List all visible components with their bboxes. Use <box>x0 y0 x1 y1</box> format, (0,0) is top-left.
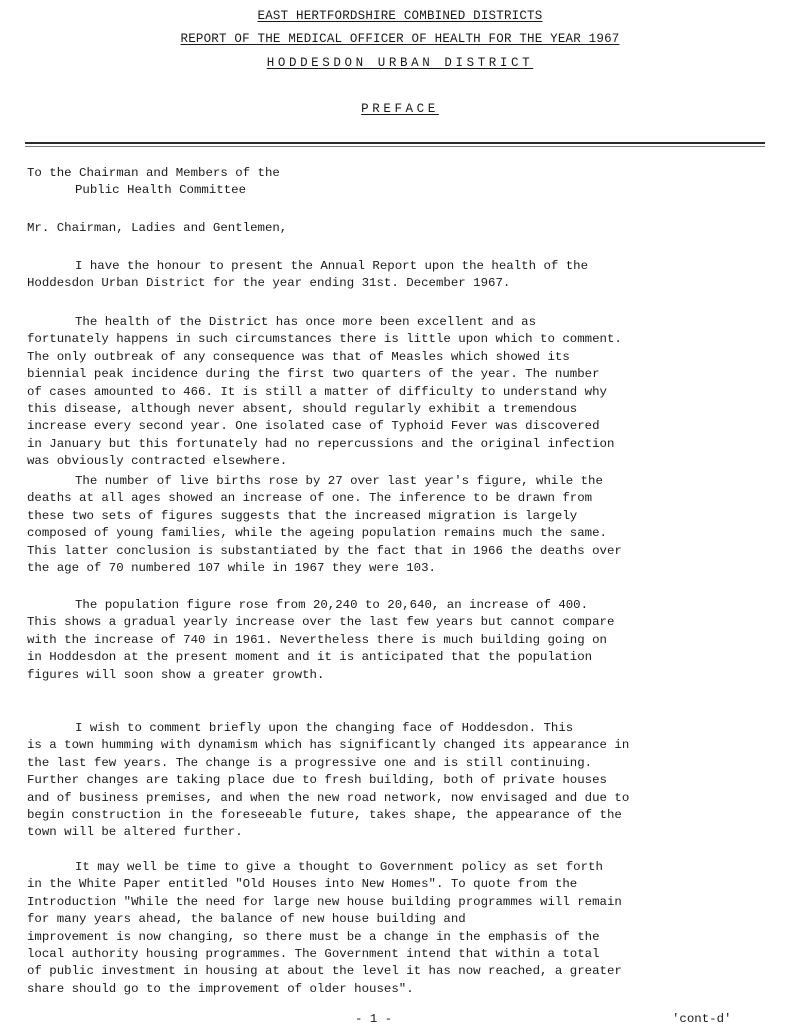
paragraph-line: this disease, although never absent, should regularly exhibit a tremendous <box>27 402 578 417</box>
council-heading: EAST HERTFORDSHIRE COMBINED DISTRICTS <box>257 9 543 23</box>
paragraph-line: I have the honour to present the Annual Report upon the health of the <box>75 259 589 273</box>
paragraph-line: Hoddesdon Urban District for the year ending 31st. December 1967. <box>27 276 511 291</box>
salutation: Mr. Chairman, Ladies and Gentlemen, <box>27 221 288 235</box>
paragraph-line: composed of young families, while the ageing population remains much the same. <box>27 526 607 541</box>
paragraph-5 <box>27 720 773 842</box>
paragraph-line: biennial peak incidence during the first two quarters of the year. The number <box>27 367 600 382</box>
paragraph-line: of public investment in housing at about the level it has now reached, a greater <box>27 964 622 979</box>
paragraph-line: begin construction in the foreseeable future, takes shape, the appearance of the <box>27 808 622 823</box>
paragraph-line: The number of live births rose by 27 over last year's figure, while the <box>75 474 603 488</box>
addressee-line-1: To the Chairman and Members of the <box>27 166 280 180</box>
paragraph-line: figures will soon show a greater growth. <box>27 667 325 682</box>
paragraph-line: for many years ahead, the balance of new house building and <box>27 912 466 927</box>
page-number: - 1 - <box>355 1012 393 1026</box>
paragraph-4 <box>27 597 773 684</box>
heading-divider <box>25 142 765 144</box>
paragraph-line: The only outbreak of any consequence was that of Measles which showed its <box>27 349 570 364</box>
paragraph-line: This latter conclusion is substantiated by the fact that in 1966 the deaths over <box>27 543 622 558</box>
paragraph-line: in the White Paper entitled "Old Houses into New Homes". To quote from the <box>27 877 578 892</box>
paragraph-line: the last few years. The change is a progressive one and is still continuing. <box>27 755 593 770</box>
paragraph-line: It may well be time to give a thought to Government policy as set forth <box>75 860 603 874</box>
paragraph-line: fortunately happens in such circumstances there is little upon which to comment. <box>27 332 622 347</box>
paragraph-line: in Hoddesdon at the present moment and it is anticipated that the population <box>27 650 593 665</box>
paragraph-1 <box>27 258 773 293</box>
district-heading: HODDESDON URBAN DISTRICT <box>266 56 534 70</box>
paragraph-line: The health of the District has once more been excellent and as <box>75 315 537 329</box>
paragraph-line: Further changes are taking place due to fresh building, both of private houses <box>27 773 607 788</box>
page-footer <box>0 1012 800 1032</box>
paragraph-line: The population figure rose from 20,240 to 20,640, an increase of 400. <box>75 598 589 612</box>
paragraph-line: the age of 70 numbered 107 while in 1967 they were 103. <box>27 561 436 576</box>
paragraph-3 <box>27 473 773 577</box>
section-heading: PREFACE <box>361 102 439 116</box>
paragraph-line: and of business premises, and when the new road network, now envisaged and due to <box>27 790 630 805</box>
paragraph-line: deaths at all ages showed an increase of one. The inference to be drawn from <box>27 491 593 506</box>
paragraph-line: of cases amounted to 466. It is still a matter of difficulty to understand why <box>27 384 607 399</box>
paragraph-line: was obviously contracted elsewhere. <box>27 454 288 469</box>
paragraph-line: This shows a gradual yearly increase over the last few years but cannot compare <box>27 615 615 630</box>
paragraph-2 <box>27 314 773 471</box>
addressee-line-2: Public Health Committee <box>75 183 247 198</box>
paragraph-line: with the increase of 740 in 1961. Nevertheless there is much building going on <box>27 632 607 647</box>
report-title: REPORT OF THE MEDICAL OFFICER OF HEALTH FOR THE YEAR 1967 <box>180 32 620 46</box>
continued-marker: 'cont-d' <box>672 1012 732 1026</box>
heading-divider-secondary <box>25 146 765 147</box>
paragraph-line: in January but this fortunately had no repercussions and the original infection <box>27 436 615 451</box>
paragraph-6 <box>27 859 773 998</box>
paragraph-line: local authority housing programmes. The Government intend that within a total <box>27 947 600 962</box>
paragraph-line: Introduction "While the need for large new house building programmes will remain <box>27 894 622 909</box>
addressee-block <box>27 165 773 200</box>
paragraph-line: improvement is now changing, so there must be a change in the emphasis of the <box>27 929 600 944</box>
paragraph-line: is a town humming with dynamism which has significantly changed its appearance in <box>27 738 630 753</box>
paragraph-line: these two sets of figures suggests that the increased migration is largely <box>27 508 578 523</box>
paragraph-line: I wish to comment briefly upon the changing face of Hoddesdon. This <box>75 721 574 735</box>
paragraph-line: town will be altered further. <box>27 825 243 840</box>
paragraph-line: share should go to the improvement of older houses". <box>27 981 414 996</box>
paragraph-line: increase every second year. One isolated case of Typhoid Fever was discovered <box>27 419 600 434</box>
